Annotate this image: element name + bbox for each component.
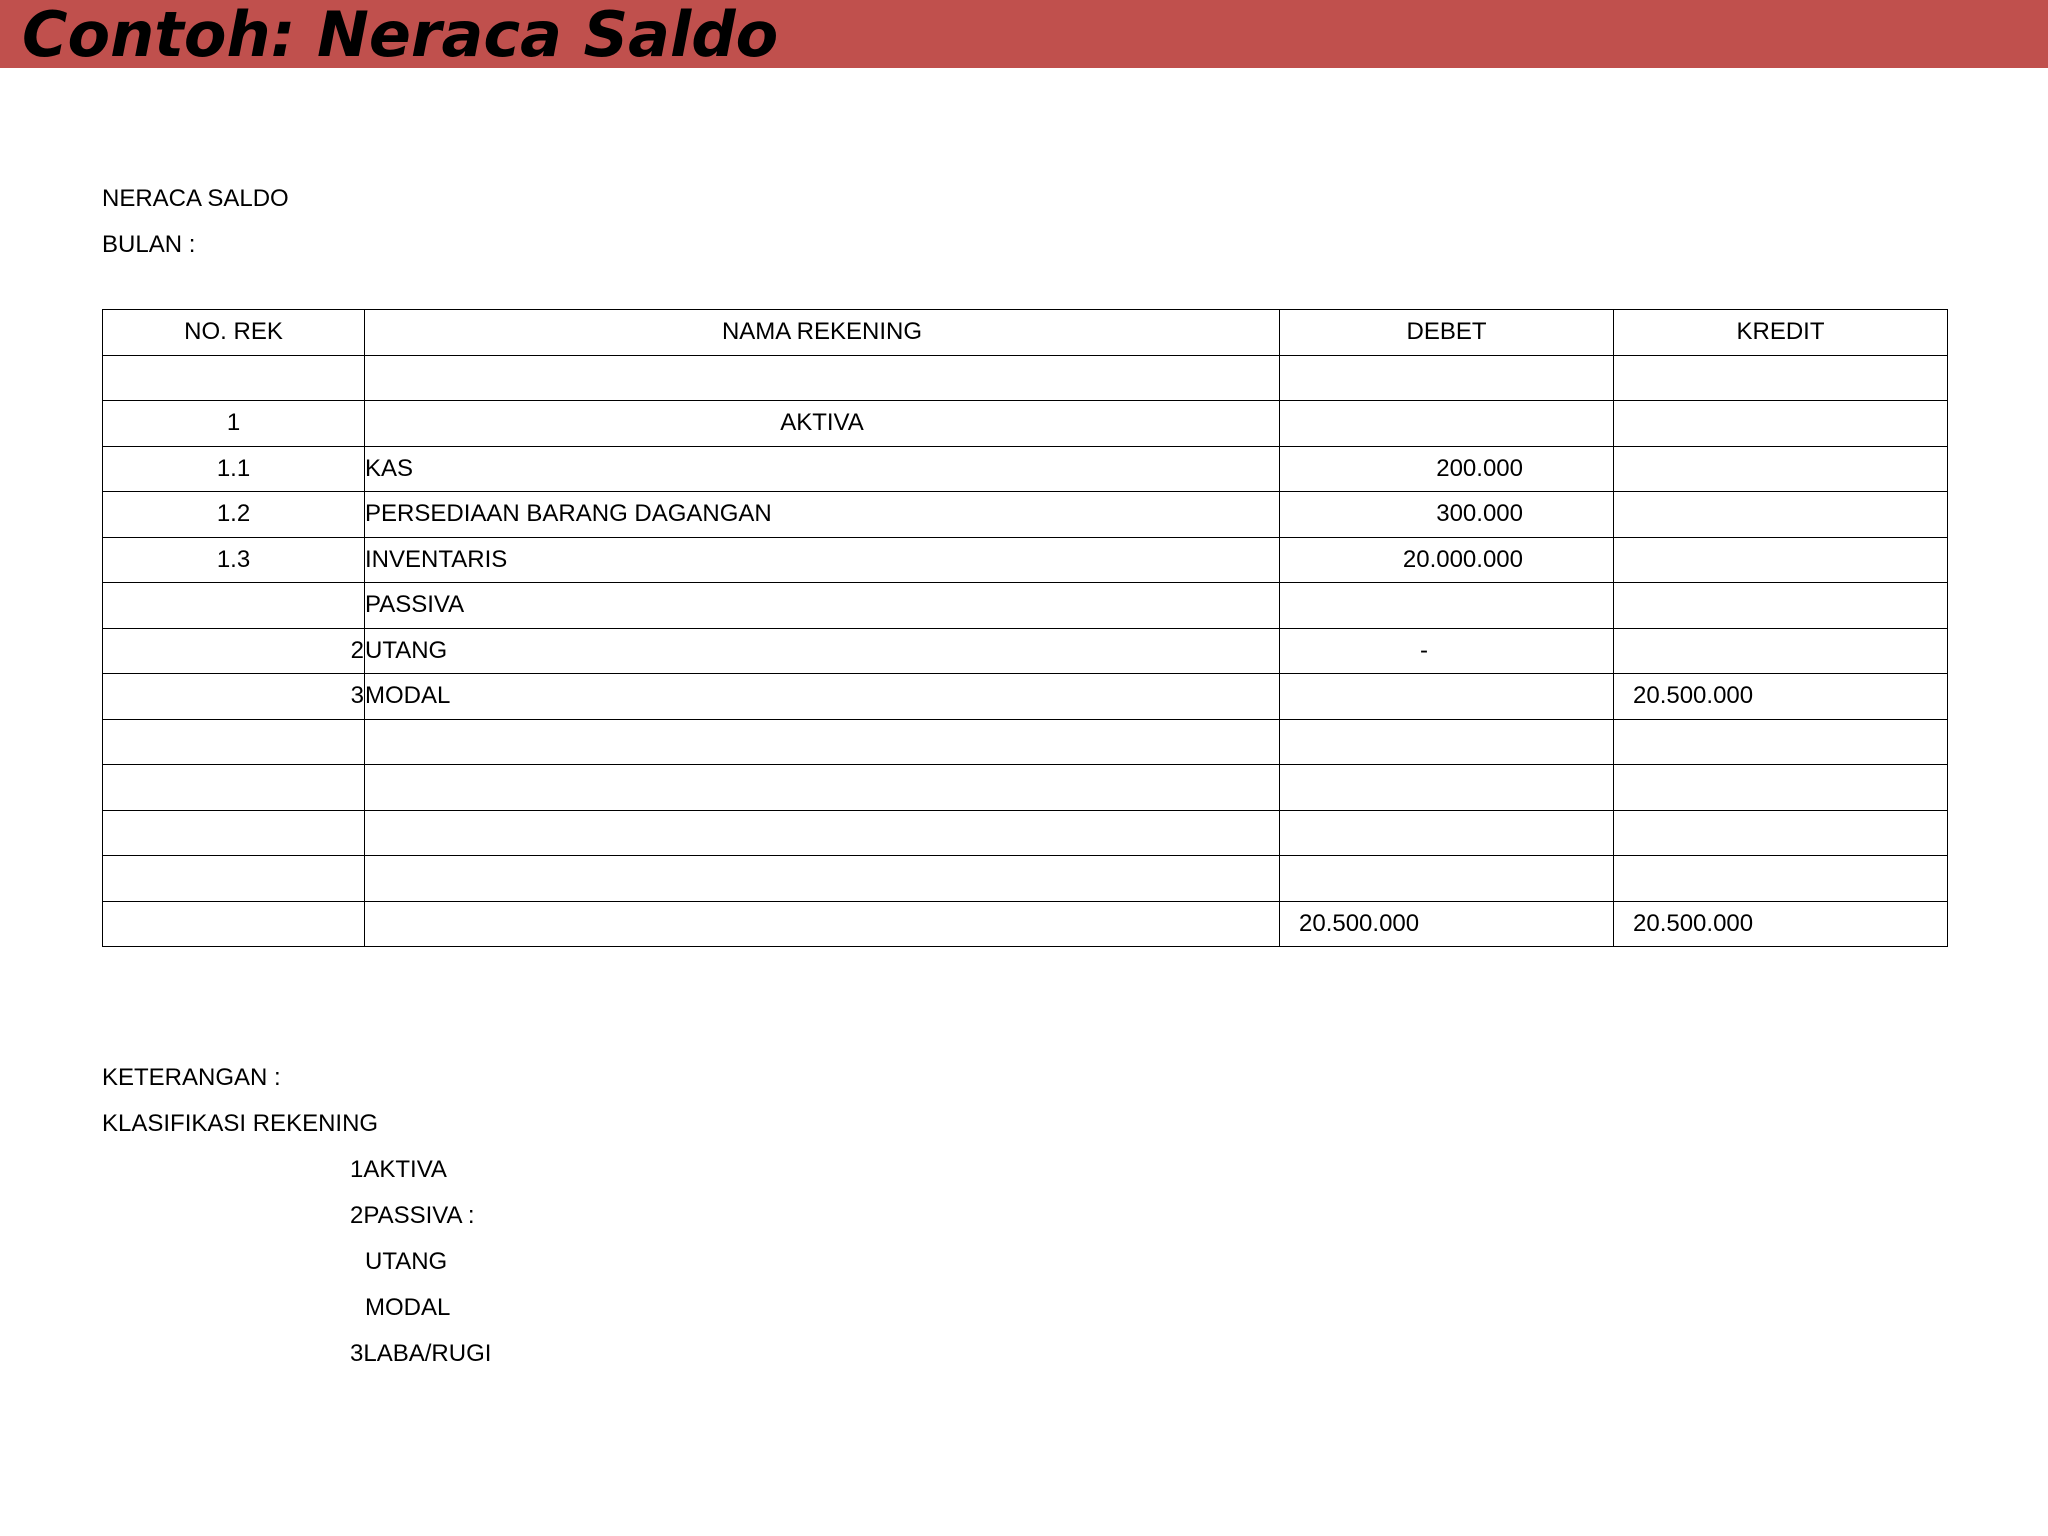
table-row — [103, 492, 1948, 538]
trial-balance-table — [102, 309, 1948, 947]
cell-kredit — [1614, 355, 1948, 401]
classification-item-text: PASSIVA : — [363, 1202, 475, 1229]
classification-label: KLASIFIKASI REKENING — [102, 1110, 379, 1137]
cell-no-rek: 1.3 — [103, 537, 365, 583]
cell-debet — [1280, 765, 1614, 811]
table-row — [103, 446, 1948, 492]
classification-item — [365, 1247, 447, 1277]
classification-item-number: 2 — [350, 1202, 364, 1229]
page-title: Contoh: Neraca Saldo — [22, 0, 779, 71]
table-row — [103, 674, 1948, 720]
cell-kredit — [1614, 583, 1948, 629]
cell-nama — [365, 719, 1280, 765]
table-row — [103, 537, 1948, 583]
column-header-debet: DEBET — [1280, 310, 1614, 356]
doc-heading: NERACA SALDO — [102, 185, 289, 212]
cell-no-rek: 3 — [103, 674, 365, 720]
classification-item — [350, 1155, 447, 1185]
cell-kredit — [1614, 401, 1948, 447]
table-row — [103, 355, 1948, 401]
cell-kredit — [1614, 765, 1948, 811]
table-row — [103, 583, 1948, 629]
cell-no-rek: 1.2 — [103, 492, 365, 538]
cell-kredit — [1614, 492, 1948, 538]
notes-label: KETERANGAN : — [102, 1064, 281, 1091]
cell-debet: 300.000 — [1280, 492, 1614, 538]
cell-no-rek — [103, 856, 365, 902]
table-row — [103, 810, 1948, 856]
cell-nama: KAS — [365, 446, 1280, 492]
cell-nama — [365, 856, 1280, 902]
cell-kredit — [1614, 537, 1948, 583]
total-kredit: 20.500.000 — [1614, 901, 1948, 947]
cell-nama: INVENTARIS — [365, 537, 1280, 583]
cell-nama — [365, 810, 1280, 856]
cell-nama — [365, 765, 1280, 811]
cell-no-rek: 2 — [103, 628, 365, 674]
table-total-row — [103, 901, 1948, 947]
cell-debet — [1280, 583, 1614, 629]
cell-no-rek — [103, 355, 365, 401]
cell-debet — [1280, 856, 1614, 902]
cell-debet — [1280, 674, 1614, 720]
total-debet: 20.500.000 — [1280, 901, 1614, 947]
cell-nama: AKTIVA — [365, 401, 1280, 447]
cell-nama: PERSEDIAAN BARANG DAGANGAN — [365, 492, 1280, 538]
cell-no-rek: 1.1 — [103, 446, 365, 492]
column-header-nama-rekening: NAMA REKENING — [365, 310, 1280, 356]
cell-nama: PASSIVA — [365, 583, 1280, 629]
cell-no-rek — [103, 810, 365, 856]
cell-nama — [365, 901, 1280, 947]
classification-item-number: 3 — [350, 1340, 364, 1367]
cell-debet: 20.000.000 — [1280, 537, 1614, 583]
table-header-row — [103, 310, 1948, 356]
column-header-no-rek: NO. REK — [103, 310, 365, 356]
table-row — [103, 628, 1948, 674]
cell-nama: UTANG — [365, 628, 1280, 674]
cell-debet: 200.000 — [1280, 446, 1614, 492]
cell-no-rek — [103, 719, 365, 765]
classification-item — [350, 1201, 475, 1231]
cell-nama — [365, 355, 1280, 401]
cell-no-rek — [103, 901, 365, 947]
cell-no-rek — [103, 765, 365, 811]
cell-debet — [1280, 401, 1614, 447]
classification-item — [350, 1339, 491, 1369]
cell-nama: MODAL — [365, 674, 1280, 720]
classification-item-text: AKTIVA — [363, 1156, 447, 1183]
month-label: BULAN : — [102, 231, 196, 258]
cell-kredit — [1614, 446, 1948, 492]
cell-debet: - — [1280, 628, 1614, 674]
classification-item-text: LABA/RUGI — [363, 1340, 492, 1367]
cell-kredit — [1614, 719, 1948, 765]
classification-item — [365, 1293, 450, 1323]
classification-item-text: UTANG — [365, 1248, 448, 1275]
classification-item-number: 1 — [350, 1156, 364, 1183]
cell-debet — [1280, 355, 1614, 401]
cell-debet — [1280, 810, 1614, 856]
cell-kredit — [1614, 628, 1948, 674]
cell-debet — [1280, 719, 1614, 765]
cell-kredit — [1614, 856, 1948, 902]
column-header-kredit: KREDIT — [1614, 310, 1948, 356]
cell-no-rek: 1 — [103, 401, 365, 447]
table-row — [103, 856, 1948, 902]
cell-kredit: 20.500.000 — [1614, 674, 1948, 720]
table-row — [103, 401, 1948, 447]
cell-no-rek — [103, 583, 365, 629]
table-row — [103, 719, 1948, 765]
classification-item-text: MODAL — [365, 1294, 451, 1321]
table-row — [103, 765, 1948, 811]
cell-kredit — [1614, 810, 1948, 856]
title-bar — [0, 0, 2048, 71]
